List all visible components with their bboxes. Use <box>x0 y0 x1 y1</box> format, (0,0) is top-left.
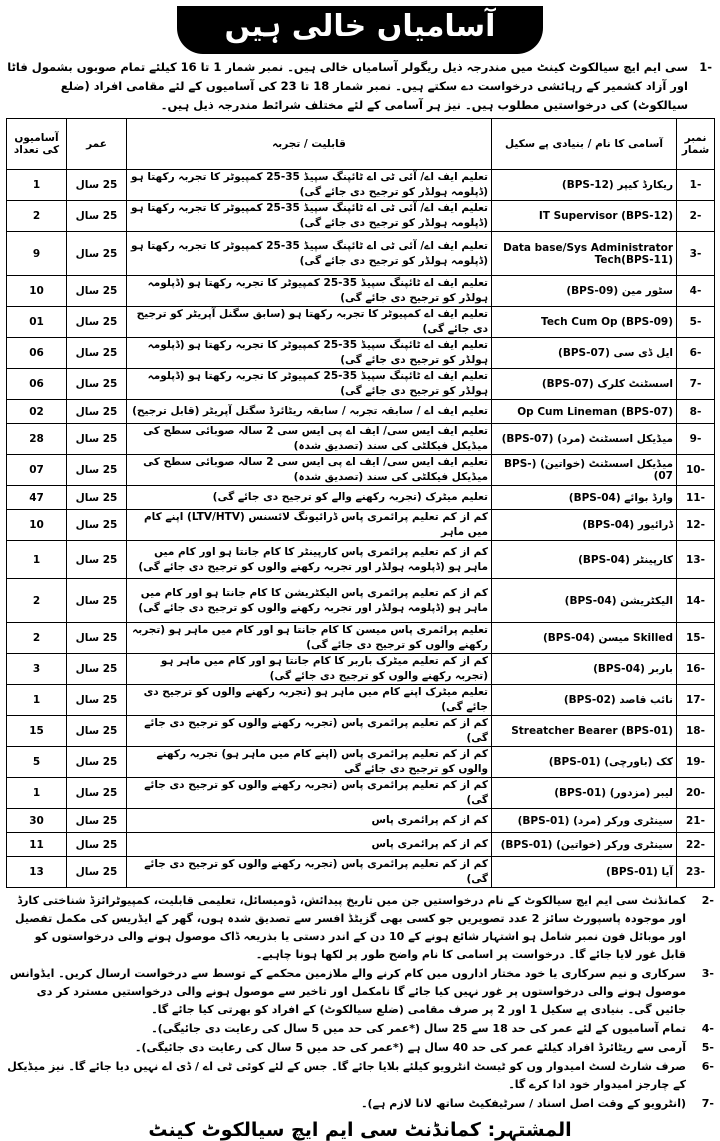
row-age: 25 سال <box>67 338 127 369</box>
row-age: 25 سال <box>67 778 127 809</box>
row-post: کک (باورچی) (BPS-01) <box>492 747 677 778</box>
row-qualification: کم از کم پرائمری پاس <box>127 833 492 857</box>
row-serial: -5 <box>677 307 715 338</box>
note-text: کمانڈنٹ سی ایم ایچ سیالکوٹ کے نام درخواستیں جن میں تاریخ پیدائش، ڈومیسائل، تعلیمی قابلیت، کمپیوٹرائزڈ شناختی کارڈ اور موجودہ پاسپورٹ سائز 2 عدد تصویریں جو کسی بھی گزیٹڈ افسر سے تصدیق شدہ ہوں، گھر کے ایڈریس کی مکمل تفصیل اور موبائل فون نمبر شامل ہو اشتہار شائع ہونے کے 10 دن کے اندر دستی یا بذریعہ ڈاک موصول ہونے والی درخواستوں کو قابل غور لایا جائے گا۔ درخواست پر اسامی کا نام واضح طور پر لکھا ہونا چاہیے۔ <box>15 894 686 961</box>
row-count: 11 <box>7 833 67 857</box>
vacancies-table-body <box>7 170 715 888</box>
table-row <box>7 486 715 510</box>
row-post: نائب قاصد (BPS-02) <box>492 685 677 716</box>
note-number: -2 <box>701 894 714 907</box>
table-row <box>7 170 715 201</box>
note-text: صرف شارٹ لسٹ امیدوار وں کو ٹیسٹ انٹرویو کیلئے بلایا جائے گا۔ جس کے لئے کوئی ٹی اے / ڈی اے نہیں دیا جائے گا۔ نیز میڈیکل کے چارجز امیدوار خود ادا کرے گا۔ <box>7 1060 686 1091</box>
row-post: Skilled میسن (BPS-04) <box>492 623 677 654</box>
row-age: 25 سال <box>67 276 127 307</box>
row-age: 25 سال <box>67 510 127 541</box>
row-age: 25 سال <box>67 232 127 276</box>
row-qualification: کم از کم تعلیم پرائمری پاس الیکٹریشن کا کام جانتا ہو اور کام میں ماہر ہو (ڈپلومہ ہولڈر اور تجربہ رکھنے والوں کو ترجیح دی جائے گی) <box>127 579 492 623</box>
row-serial: -20 <box>677 778 715 809</box>
row-qualification: کم از کم تعلیم پرائمری پاس (تجربہ رکھنے والوں کو ترجیح دی جائے گی) <box>127 857 492 888</box>
table-row <box>7 201 715 232</box>
note-number: -4 <box>701 1022 714 1035</box>
table-row <box>7 424 715 455</box>
row-count: 5 <box>7 747 67 778</box>
row-serial: -22 <box>677 833 715 857</box>
header-count: آسامیوں کی تعداد <box>7 119 67 170</box>
row-post: سٹور مین (BPS-09) <box>492 276 677 307</box>
row-count: 1 <box>7 170 67 201</box>
row-post: سینٹری ورکر (خواتین) (BPS-01) <box>492 833 677 857</box>
row-qualification: کم از کم تعلیم میٹرک باربر کا کام جانتا ہو اور کام میں ماہر ہو (تجربہ رکھنے والوں کو ترجیح دی جائے گی) <box>127 654 492 685</box>
row-count: 30 <box>7 809 67 833</box>
header-serial: نمبر شمار <box>677 119 715 170</box>
row-serial: -15 <box>677 623 715 654</box>
table-row <box>7 369 715 400</box>
row-qualification: تعلیم ایف اے ٹائپنگ سپیڈ 35-25 کمپیوٹر کا تجربہ رکھتا ہو (ڈپلومہ ہولڈر کو ترجیح دی جائے گی) <box>127 276 492 307</box>
table-row <box>7 747 715 778</box>
row-serial: -7 <box>677 369 715 400</box>
row-post: ایل ڈی سی (BPS-07) <box>492 338 677 369</box>
row-count: 10 <box>7 276 67 307</box>
note-text: سرکاری و نیم سرکاری یا خود مختار اداروں میں کام کرنے والے ملازمین محکمے کے توسط سے درخواست ارسال کریں۔ ایڈوانس موصول ہونے والی درخواستوں پر غور نہیں کیا جائے گا نامکمل اور تاخیر سے موصول ہونے والی درخواستیں مسترد کر دی جائیں گی۔ بنیادی پے سکیل 1 اور 2 پر صرف مقامی (ضلع سیالکوٹ) کے افراد کو بھرتی کیا جائے گا۔ <box>9 967 686 1016</box>
row-age: 25 سال <box>67 307 127 338</box>
note-item <box>6 965 714 1019</box>
table-row <box>7 455 715 486</box>
row-qualification: تعلیم ایف اے ٹائپنگ سپیڈ 35-25 کمپیوٹر کا تجربہ رکھتا ہو (ڈپلومہ ہولڈر کو ترجیح دی جائے گی) <box>127 338 492 369</box>
note-item <box>6 1039 714 1057</box>
row-post: Streatcher Bearer (BPS-01) <box>492 716 677 747</box>
row-qualification: تعلیم پرائمری پاس میسن کا کام جانتا ہو اور کام میں ماہر ہو (تجربہ رکھنے والوں کو ترجیح دی جائے گی) <box>127 623 492 654</box>
table-row <box>7 716 715 747</box>
row-age: 25 سال <box>67 400 127 424</box>
note-number: -7 <box>701 1097 714 1110</box>
row-serial: -2 <box>677 201 715 232</box>
row-count: 10 <box>7 510 67 541</box>
notes-section <box>6 892 714 1113</box>
row-serial: -8 <box>677 400 715 424</box>
row-post: سینٹری ورکر (مرد) (BPS-01) <box>492 809 677 833</box>
signature: المشتہر: کمانڈنٹ سی ایم ایچ سیالکوٹ کینٹ <box>148 1119 572 1141</box>
row-count: 2 <box>7 579 67 623</box>
row-post: وارڈ بوائے (BPS-04) <box>492 486 677 510</box>
row-post: اسسٹنٹ کلرک (BPS-07) <box>492 369 677 400</box>
row-qualification: تعلیم ایف ایس سی/ ایف اے پی ایس سی 2 سالہ صوبائی سطح کی میڈیکل فیکلٹی کی سند (تصدیق شدہ) <box>127 455 492 486</box>
header-age: عمر <box>67 119 127 170</box>
row-count: 2 <box>7 201 67 232</box>
row-qualification: تعلیم میٹرک (تجربہ رکھنے والے کو ترجیح دی جائے گی) <box>127 486 492 510</box>
row-post: میڈیکل اسسٹنٹ (خواتین) (BPS-07) <box>492 455 677 486</box>
row-qualification: تعلیم میٹرک اپنے کام میں ماہر ہو (تجربہ رکھنے والوں کو ترجیح دی جائے گی) <box>127 685 492 716</box>
table-row <box>7 232 715 276</box>
row-serial: -10 <box>677 455 715 486</box>
note-item <box>6 1095 714 1113</box>
page-title: آسامیاں خالی ہیں <box>177 6 544 54</box>
row-serial: -11 <box>677 486 715 510</box>
table-row <box>7 857 715 888</box>
row-post: الیکٹریشن (BPS-04) <box>492 579 677 623</box>
row-post: IT Supervisor (BPS-12) <box>492 201 677 232</box>
intro-text: سی ایم ایچ سیالکوٹ کینٹ میں مندرجہ ذیل ریگولر آسامیاں خالی ہیں۔ نمبر شمار 1 تا 16 کیلئے تمام صوبوں بشمول فاٹا اور آزاد کشمیر کے رہائشی درخواست دے سکتے ہیں۔ نمبر شمار 18 تا 23 کی آسامیوں کے لئے مقامی افراد (ضلع سیالکوٹ) کی درخواستیں مطلوب ہیں۔ نیز ہر آسامی کے لئے مختلف شرائط مندرجہ ذیل ہیں۔ <box>7 60 688 112</box>
table-row <box>7 541 715 579</box>
row-count: 2 <box>7 623 67 654</box>
row-post: کارپینٹر (BPS-04) <box>492 541 677 579</box>
row-serial: -23 <box>677 857 715 888</box>
row-age: 25 سال <box>67 716 127 747</box>
table-row <box>7 685 715 716</box>
row-post: Tech Cum Op (BPS-09) <box>492 307 677 338</box>
row-qualification: کم از کم تعلیم پرائمری پاس ڈرائیونگ لائسنس (LTV/HTV) اپنے کام میں ماہر <box>127 510 492 541</box>
note-item <box>6 892 714 964</box>
vacancies-table <box>6 118 715 888</box>
row-qualification: تعلیم ایف اے / سابقہ تجربہ / سابقہ ریٹائرڈ سگنل آپریٹر (قابل ترجیح) <box>127 400 492 424</box>
table-row <box>7 809 715 833</box>
row-count: 06 <box>7 338 67 369</box>
row-age: 25 سال <box>67 486 127 510</box>
row-count: 06 <box>7 369 67 400</box>
intro-number: -1 <box>699 60 712 74</box>
row-serial: -18 <box>677 716 715 747</box>
row-post: میڈیکل اسسٹنٹ (مرد) (BPS-07) <box>492 424 677 455</box>
row-count: 02 <box>7 400 67 424</box>
note-number: -5 <box>701 1041 714 1054</box>
table-row <box>7 307 715 338</box>
row-serial: -17 <box>677 685 715 716</box>
row-serial: -16 <box>677 654 715 685</box>
row-serial: -9 <box>677 424 715 455</box>
row-post: ڈرائیور (BPS-04) <box>492 510 677 541</box>
row-post: آیا (BPS-01) <box>492 857 677 888</box>
row-qualification: تعلیم ایف اے/ آئی ٹی اے ٹائپنگ سپیڈ 35-25 کمپیوٹر کا تجربہ رکھتا ہو (ڈپلومہ ہولڈر کو ترجیح دی جائے گی) <box>127 232 492 276</box>
row-qualification: تعلیم ایف اے/ آئی ٹی اے ٹائپنگ سپیڈ 35-25 کمپیوٹر کا تجربہ رکھتا ہو (ڈپلومہ ہولڈر کو ترجیح دی جائے گی) <box>127 201 492 232</box>
row-qualification: کم از کم پرائمری پاس <box>127 809 492 833</box>
header-post: آسامی کا نام / بنیادی پے سکیل <box>492 119 677 170</box>
row-serial: -13 <box>677 541 715 579</box>
table-row <box>7 623 715 654</box>
table-row <box>7 510 715 541</box>
row-post: لیبر (مزدور) (BPS-01) <box>492 778 677 809</box>
table-row <box>7 276 715 307</box>
header-qualification: قابلیت / تجربہ <box>127 119 492 170</box>
row-age: 25 سال <box>67 579 127 623</box>
row-serial: -19 <box>677 747 715 778</box>
row-count: 07 <box>7 455 67 486</box>
row-age: 25 سال <box>67 424 127 455</box>
row-count: 1 <box>7 685 67 716</box>
row-age: 25 سال <box>67 857 127 888</box>
row-qualification: کم از کم تعلیم پرائمری پاس کارپینٹر کا کام جانتا ہو اور کام میں ماہر ہو (ڈپلومہ ہولڈر اور تجربہ رکھنے والوں کو ترجیح دی جائے گی) <box>127 541 492 579</box>
note-text: (انٹرویو کے وقت اصل اسناد / سرٹیفکیٹ ساتھ لانا لازم ہے)۔ <box>361 1097 686 1110</box>
row-qualification: کم از کم تعلیم پرائمری پاس (تجربہ رکھنے والوں کو ترجیح دی جائے گی) <box>127 716 492 747</box>
row-age: 25 سال <box>67 747 127 778</box>
table-row <box>7 400 715 424</box>
row-age: 25 سال <box>67 541 127 579</box>
table-row <box>7 654 715 685</box>
row-age: 25 سال <box>67 455 127 486</box>
row-serial: -6 <box>677 338 715 369</box>
row-age: 25 سال <box>67 369 127 400</box>
row-age: 25 سال <box>67 685 127 716</box>
row-qualification: تعلیم ایف اے کمپیوٹر کا تجربہ رکھتا ہو (سابق سگنل آپریٹر کو ترجیح دی جائے گی) <box>127 307 492 338</box>
row-count: 47 <box>7 486 67 510</box>
row-serial: -14 <box>677 579 715 623</box>
row-qualification: تعلیم ایف ایس سی/ ایف اے پی ایس سی 2 سالہ صوبائی سطح کی میڈیکل فیکلٹی کی سند (تصدیق شدہ) <box>127 424 492 455</box>
row-count: 01 <box>7 307 67 338</box>
note-number: -3 <box>701 967 714 980</box>
row-post: Data base/Sys Administrator Tech(BPS-11) <box>492 232 677 276</box>
row-count: 13 <box>7 857 67 888</box>
row-age: 25 سال <box>67 809 127 833</box>
row-age: 25 سال <box>67 170 127 201</box>
row-post: Op Cum Lineman (BPS-07) <box>492 400 677 424</box>
row-qualification: تعلیم ایف اے ٹائپنگ سپیڈ 35-25 کمپیوٹر کا تجربہ رکھتا ہو (ڈپلومہ ہولڈر کو ترجیح دی جائے گی) <box>127 369 492 400</box>
note-number: -6 <box>701 1060 714 1073</box>
row-post: ریکارڈ کیپر (BPS-12) <box>492 170 677 201</box>
table-row <box>7 833 715 857</box>
note-item <box>6 1020 714 1038</box>
row-serial: -12 <box>677 510 715 541</box>
row-serial: -3 <box>677 232 715 276</box>
row-age: 25 سال <box>67 654 127 685</box>
table-row <box>7 338 715 369</box>
table-row <box>7 778 715 809</box>
row-serial: -1 <box>677 170 715 201</box>
row-serial: -21 <box>677 809 715 833</box>
row-age: 25 سال <box>67 833 127 857</box>
note-text: تمام آسامیوں کے لئے عمر کی حد 18 سے 25 سال (*عمر کی حد میں 5 سال کی رعایت دی جائیگی)۔ <box>151 1022 686 1035</box>
row-age: 25 سال <box>67 623 127 654</box>
row-count: 1 <box>7 778 67 809</box>
row-qualification: کم از کم تعلیم پرائمری پاس (اپنے کام میں ماہر ہو) تجربہ رکھنے والوں کو ترجیح دی جائے گی <box>127 747 492 778</box>
table-row <box>7 579 715 623</box>
row-count: 9 <box>7 232 67 276</box>
row-count: 1 <box>7 541 67 579</box>
row-qualification: تعلیم ایف اے/ آئی ٹی اے ٹائپنگ سپیڈ 35-25 کمپیوٹر کا تجربہ رکھتا ہو (ڈپلومہ ہولڈر کو ترجیح دی جائے گی) <box>127 170 492 201</box>
row-count: 3 <box>7 654 67 685</box>
intro-paragraph <box>6 58 714 115</box>
row-serial: -4 <box>677 276 715 307</box>
title-banner-wrap <box>6 6 714 54</box>
note-text: آرمی سے ریٹائرڈ افراد کیلئے عمر کی حد 40 سال ہے (*عمر کی حد میں 5 سال کی رعایت دی جائیگی)۔ <box>135 1041 686 1054</box>
row-age: 25 سال <box>67 201 127 232</box>
row-qualification: کم از کم تعلیم پرائمری پاس (تجربہ رکھنے والوں کو ترجیح دی جائے گی) <box>127 778 492 809</box>
table-header-row <box>7 119 715 170</box>
row-count: 28 <box>7 424 67 455</box>
row-post: باربر (BPS-04) <box>492 654 677 685</box>
note-item <box>6 1058 714 1094</box>
row-count: 15 <box>7 716 67 747</box>
